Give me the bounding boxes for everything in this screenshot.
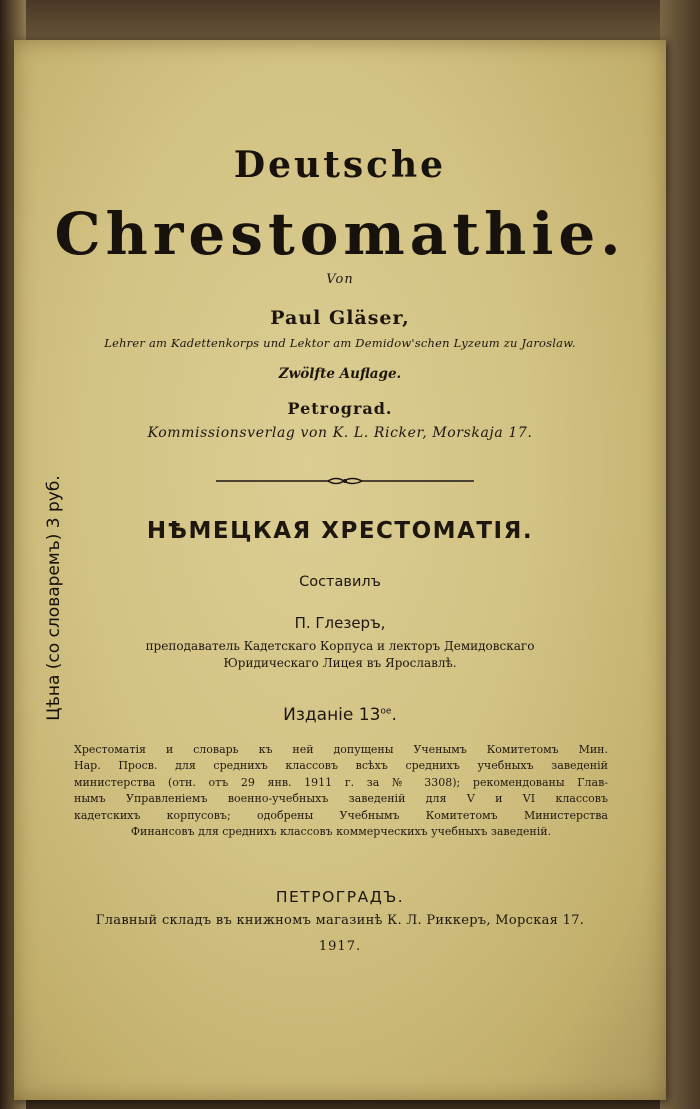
german-title-line-1: Deutsche — [233, 144, 447, 186]
german-publisher: Kommissionsverlag von K. L. Ricker, Morskaja 17. — [147, 425, 533, 441]
russian-edition-text: Изданіе 13 — [283, 705, 381, 725]
approval-note — [74, 742, 608, 840]
russian-title: НѢМЕЦКАЯ ХРЕСТОМАТІЯ. — [146, 518, 534, 544]
composed-by-label: Составилъ — [299, 574, 381, 590]
approval-note-line: нымъ Управленіемъ военно-учебныхъ заведеній для V и VI классовъ — [74, 792, 608, 806]
russian-store: Главный складъ въ книжномъ магазинѣ К. Л. Риккеръ, Морская 17. — [95, 913, 585, 928]
approval-note-line: кадетскихъ корпусовъ; одобрены Учебнымъ Комитетомъ Министерства — [74, 808, 608, 822]
german-city: Petrograd. — [287, 399, 393, 418]
price-stamp: Цѣна (со словаремъ) 3 руб. — [44, 475, 64, 721]
russian-edition: Изданіе $13^{ое}$. — [283, 705, 397, 725]
ornamental-divider — [216, 476, 474, 486]
backdrop-right — [660, 0, 700, 1109]
publication-year: 1917. — [318, 939, 362, 954]
german-author-name: Paul Gläser, — [270, 307, 410, 329]
russian-author-description-1: преподаватель Кадетскаго Корпуса и лекторъ Демидовскаго — [145, 639, 535, 653]
russian-author-description-2: Юридическаго Лицея въ Ярославлѣ. — [223, 656, 457, 670]
von-label: Von — [326, 272, 354, 287]
german-author-description: Lehrer am Kadettenkorps und Lektor am Demidow'schen Lyzeum zu Jaroslaw. — [104, 336, 576, 350]
russian-author-name: П. Глезеръ, — [294, 614, 386, 632]
russian-city: ПЕТРОГРАДЪ. — [275, 888, 405, 906]
approval-note-line: Нар. Просв. для среднихъ классовъ всѣхъ среднихъ учебныхъ заведеній — [74, 759, 608, 773]
approval-note-line: Финансовъ для среднихъ классовъ коммерческихъ учебныхъ заведеній. — [130, 825, 552, 839]
title-page — [14, 40, 666, 1100]
german-edition: Zwölfte Auflage. — [278, 366, 402, 382]
german-title-line-2: Chrestomathie. — [54, 200, 626, 268]
approval-note-line: Хрестоматія и словарь къ ней допущены Ученымъ Комитетомъ Мин. — [74, 743, 608, 756]
russian-edition-suffix: ое — [380, 706, 392, 717]
approval-note-line: министерства (отн. отъ 29 янв. 1911 г. за № 3308); рекомендованы Глав- — [74, 775, 608, 789]
